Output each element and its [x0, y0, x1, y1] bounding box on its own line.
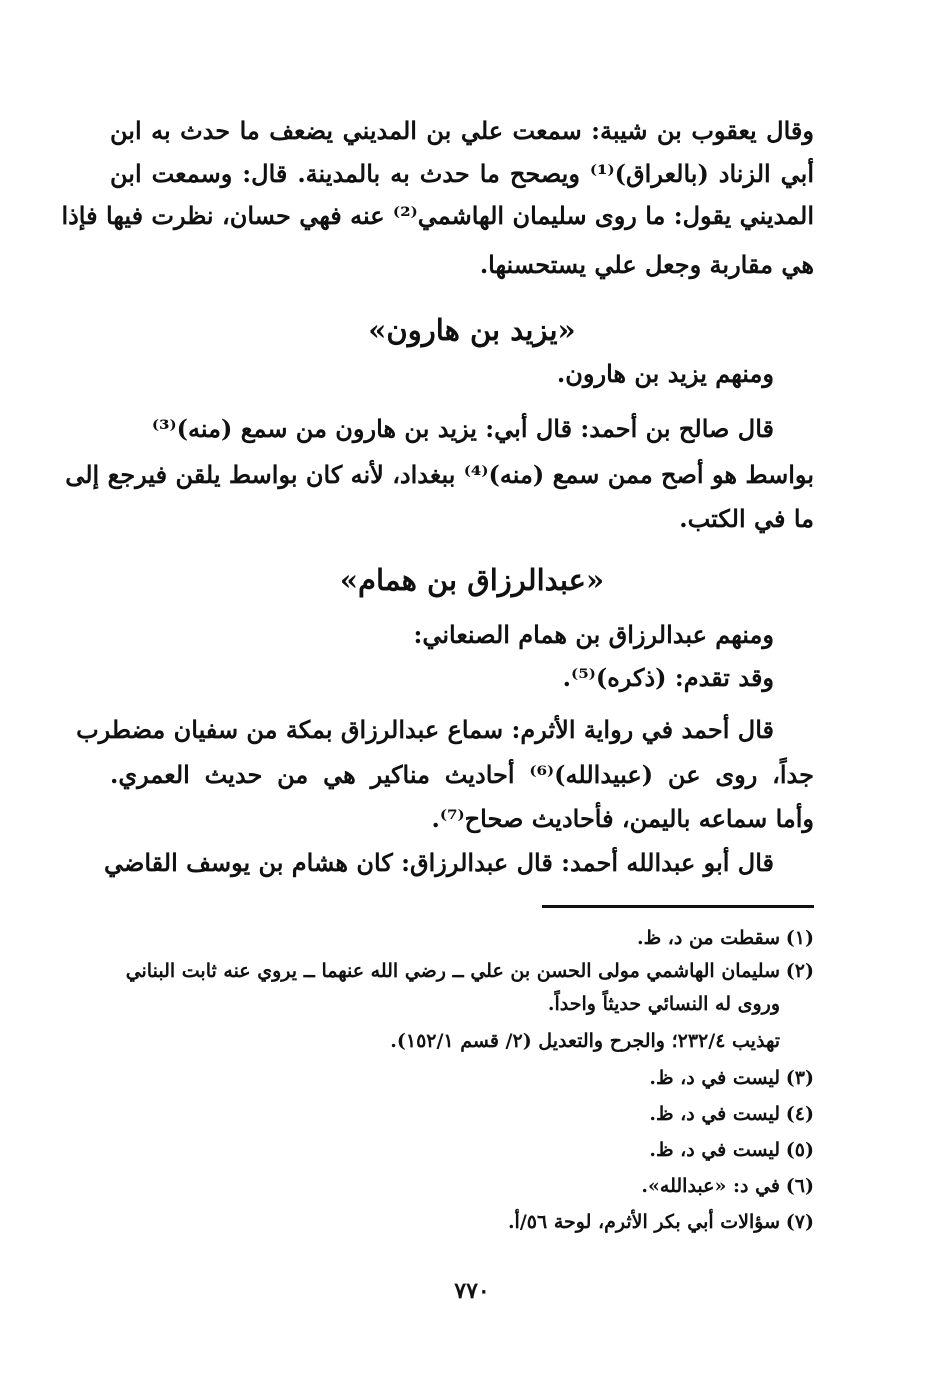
footnote-number: (٣) — [785, 1067, 814, 1089]
footnote-number: (٦) — [785, 1175, 814, 1197]
footnote-number: (٤) — [785, 1103, 814, 1125]
footnote-text: ليست في د، ظ. — [649, 1067, 780, 1089]
body-line: ومنهم عبدالرزاق بن همام الصنعاني: — [413, 620, 774, 649]
body-line: قال صالح بن أحمد: قال أبي: يزيد بن هارون من سمع (منه)⁽³⁾ — [151, 414, 774, 443]
footnote — [110, 1100, 814, 1128]
body-line: قال أحمد في رواية الأثرم: سماع عبدالرزاق بمكة من سفيان مضطرب — [76, 715, 774, 744]
body-line: قال أبو عبدالله أحمد: قال عبدالرزاق: كان هشام بن يوسف القاضي — [103, 848, 774, 877]
footnote — [110, 1172, 814, 1200]
body-line: جداً، روى عن (عبيدالله)⁽⁶⁾ أحاديث مناكير هي من حديث العمري. — [110, 760, 814, 789]
footnote-text: ليست في د، ظ. — [649, 1139, 780, 1161]
page-number: ٧٧٠ — [454, 1278, 490, 1304]
footnote — [110, 1136, 814, 1164]
footnote-text: سقطت من د، ظ. — [636, 927, 780, 949]
footnote-number: (٢) — [785, 960, 814, 982]
footnote — [110, 1208, 814, 1236]
body-line: المديني يقول: ما روى سليمان الهاشمي⁽²⁾ عنه فهي حسان، نظرت فيها فإذا — [61, 201, 814, 230]
footnote-text: سؤالات أبي بكر الأثرم، لوحة ٥٦/أ. — [507, 1211, 780, 1233]
body-line: وقال يعقوب بن شيبة: سمعت علي بن المديني يضعف ما حدث به ابن — [110, 116, 814, 145]
footnote-text: سليمان الهاشمي مولى الحسن بن علي ــ رضي الله عنهما ــ يروي عنه ثابت البناني — [125, 960, 780, 982]
footnote-number: (١) — [785, 927, 814, 949]
section-heading: «عبدالرزاق بن همام» — [339, 563, 605, 597]
body-line: هي مقاربة وجعل علي يستحسنها. — [479, 250, 814, 279]
footnote — [110, 957, 814, 985]
body-line: بواسط هو أصح ممن سمع (منه)⁽⁴⁾ ببغداد، لأنه كان بواسط يلقن فيرجع إلى — [65, 460, 814, 489]
footnote — [110, 1064, 814, 1092]
section-heading: «يزيد بن هارون» — [368, 313, 576, 347]
footnote-continuation: تهذيب ٢٣٢/٤؛ والجرح والتعديل (٢/ قسم ١٥٢/١). — [390, 1030, 780, 1052]
footnote-number: (٧) — [785, 1211, 814, 1233]
body-line: وقد تقدم: (ذكره)⁽⁵⁾. — [562, 663, 774, 692]
footnote-text: في د: «عبدالله». — [641, 1175, 780, 1197]
body-line: أبي الزناد (بالعراق)⁽¹⁾ ويصحح ما حدث به بالمدينة. قال: وسمعت ابن — [110, 159, 814, 188]
footnote-number: (٥) — [785, 1139, 814, 1161]
body-line: ما في الكتب. — [679, 504, 814, 533]
footnote-continuation: وروى له النسائي حديثاً واحداً. — [547, 993, 780, 1015]
footnote-text: ليست في د، ظ. — [649, 1103, 780, 1125]
body-line: ومنهم يزيد بن هارون. — [556, 359, 774, 388]
footnote — [110, 924, 814, 952]
body-line: وأما سماعه باليمن، فأحاديث صحاح⁽⁷⁾. — [431, 804, 814, 833]
footnote-divider — [542, 905, 814, 908]
